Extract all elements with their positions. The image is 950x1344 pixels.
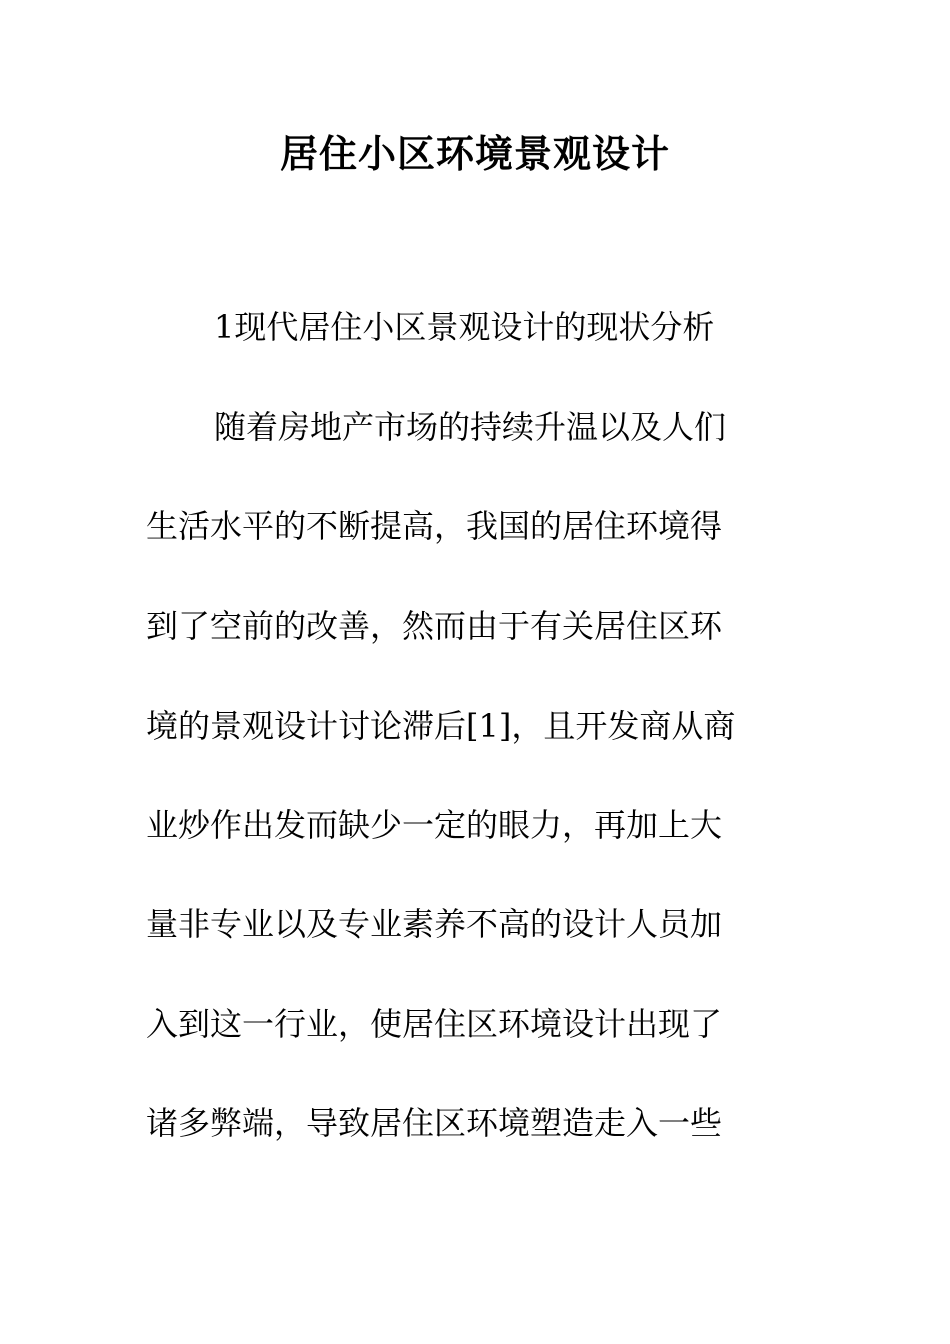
body-line: 诸多弊端，导致居住区环境塑造走入一些 bbox=[146, 1104, 723, 1142]
body-line: 量非专业以及专业素养不高的设计人员加 bbox=[146, 905, 723, 943]
body-line: 生活水平的不断提高，我国的居住环境得 bbox=[146, 507, 723, 545]
body-line: 随着房地产市场的持续升温以及人们 bbox=[214, 408, 727, 446]
body-line: 入到这一行业，使居住区环境设计出现了 bbox=[146, 1005, 723, 1043]
body-line: 到了空前的改善，然而由于有关居住区环 bbox=[146, 607, 723, 645]
section-heading: 1现代居住小区景观设计的现状分析 bbox=[214, 308, 715, 346]
body-line: 业炒作出发而缺少一定的眼力，再加上大 bbox=[146, 806, 723, 844]
document-title: 居住小区环境景观设计 bbox=[279, 131, 670, 176]
body-line: 境的景观设计讨论滞后[1]，且开发商从商 bbox=[146, 707, 736, 745]
